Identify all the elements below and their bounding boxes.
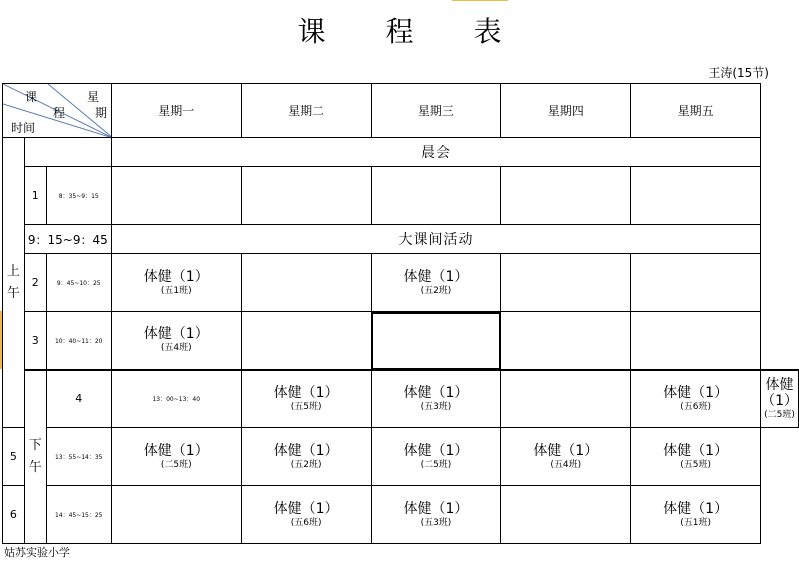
course-name: 体健（1） xyxy=(533,442,599,459)
big-break-activity[interactable]: 大课间活动 xyxy=(111,225,760,254)
cell-p5-wed[interactable] xyxy=(371,428,501,486)
period-row xyxy=(3,167,799,225)
day-header-tue[interactable]: 星期二 xyxy=(241,84,371,138)
big-break-time[interactable]: 9：15~9：45 xyxy=(24,225,111,254)
timetable xyxy=(2,83,799,544)
cell-p1-mon[interactable] xyxy=(111,167,241,225)
pm-label[interactable]: 下 午 xyxy=(24,370,46,544)
cell-p5-thu[interactable] xyxy=(501,428,631,486)
period-number[interactable]: 3 xyxy=(24,312,46,370)
cell-p1-tue[interactable] xyxy=(241,167,371,225)
period-time[interactable]: 13：55~14：35 xyxy=(46,428,111,486)
period-time[interactable]: 9：45~10：25 xyxy=(46,254,111,312)
class-name: (五5班) xyxy=(680,459,712,470)
cell-p6-fri[interactable] xyxy=(631,486,761,544)
course-name: 体健（1） xyxy=(143,326,209,343)
corner-xing: 星 xyxy=(87,90,100,104)
teacher-name: 王涛(15节) xyxy=(708,66,769,80)
period-row xyxy=(3,486,799,544)
cell-p3-wed-selected[interactable] xyxy=(371,312,501,370)
cell-p4-tue[interactable] xyxy=(371,370,501,428)
title-char: 程 xyxy=(385,15,414,48)
course-name: 体健（1） xyxy=(403,500,469,517)
period-time[interactable]: 13：00~13：40 xyxy=(111,370,241,428)
day-header-wed[interactable]: 星期三 xyxy=(371,84,501,138)
cell-p2-tue[interactable] xyxy=(241,254,371,312)
cell-p5-mon[interactable] xyxy=(111,428,241,486)
course-name: 体健（1） xyxy=(273,384,339,401)
cell-p1-fri[interactable] xyxy=(631,167,761,225)
page-title xyxy=(0,10,799,50)
class-name: (五4班) xyxy=(550,459,582,470)
class-name: (五2班) xyxy=(420,285,452,296)
corner-cell[interactable] xyxy=(3,84,112,138)
period-time[interactable]: 14：45~15：25 xyxy=(46,486,111,544)
cell-p5-tue[interactable] xyxy=(241,428,371,486)
day-header-fri[interactable]: 星期五 xyxy=(631,84,761,138)
corner-qi: 期 xyxy=(95,106,108,120)
period-number[interactable]: 6 xyxy=(3,486,25,544)
course-name: 体健（1） xyxy=(143,268,209,285)
cell-p3-tue[interactable] xyxy=(241,312,371,370)
cell-p2-fri[interactable] xyxy=(631,254,761,312)
period-time[interactable]: 8：35~9：15 xyxy=(46,167,111,225)
day-header-thu[interactable]: 星期四 xyxy=(501,84,631,138)
morning-assembly-row xyxy=(3,138,799,167)
period-row xyxy=(3,428,799,486)
cell-p6-thu[interactable] xyxy=(501,486,631,544)
class-name: (五4班) xyxy=(160,343,192,354)
course-name: 体健（1） xyxy=(273,442,339,459)
cell-p2-thu[interactable] xyxy=(501,254,631,312)
class-name: (五6班) xyxy=(680,401,712,412)
school-name: 姑苏实验小学 xyxy=(4,546,70,559)
period-row xyxy=(3,312,799,370)
cell-p6-mon[interactable] xyxy=(111,486,241,544)
morning-assembly[interactable]: 晨会 xyxy=(111,138,760,167)
course-name: 体健（1） xyxy=(143,442,209,459)
class-name: (二5班) xyxy=(420,459,452,470)
course-name: 体健（1） xyxy=(663,384,729,401)
cell-p3-mon[interactable] xyxy=(111,312,241,370)
course-name: 体健（1） xyxy=(403,442,469,459)
title-char: 课 xyxy=(297,15,326,48)
cell-p6-wed[interactable] xyxy=(371,486,501,544)
class-name: (五5班) xyxy=(290,401,322,412)
course-name: 体健（1） xyxy=(403,268,469,285)
am-label[interactable]: 上 午 xyxy=(3,138,25,428)
corner-cheng: 程 xyxy=(53,106,66,120)
assembly-time-cell[interactable] xyxy=(24,138,111,167)
corner-shijian: 时间 xyxy=(11,121,36,135)
course-name: 体健（1） xyxy=(663,442,729,459)
cell-p2-wed[interactable] xyxy=(371,254,501,312)
cell-p4-fri[interactable] xyxy=(761,370,799,428)
cell-p5-fri[interactable] xyxy=(631,428,761,486)
course-name: 体健（1） xyxy=(761,376,798,409)
day-header-mon[interactable]: 星期一 xyxy=(111,84,241,138)
period-number[interactable]: 1 xyxy=(24,167,46,225)
cell-p3-fri[interactable] xyxy=(631,312,761,370)
course-name: 体健（1） xyxy=(663,500,729,517)
period-number[interactable]: 4 xyxy=(46,370,111,428)
cell-p2-mon[interactable] xyxy=(111,254,241,312)
class-name: (五2班) xyxy=(290,459,322,470)
corner-ke: 课 xyxy=(25,90,38,104)
top-edge xyxy=(0,0,799,1)
cell-p1-wed[interactable] xyxy=(371,167,501,225)
big-break-row xyxy=(3,225,799,254)
class-name: (五1班) xyxy=(680,517,712,528)
period-row xyxy=(3,370,799,428)
cell-p4-mon[interactable] xyxy=(241,370,371,428)
period-number[interactable]: 2 xyxy=(24,254,46,312)
cell-p3-thu[interactable] xyxy=(501,312,631,370)
cell-p1-thu[interactable] xyxy=(501,167,631,225)
class-name: (五3班) xyxy=(420,517,452,528)
class-name: (五6班) xyxy=(290,517,322,528)
class-name: (五1班) xyxy=(160,285,192,296)
cell-p4-wed[interactable] xyxy=(501,370,631,428)
cell-p6-tue[interactable] xyxy=(241,486,371,544)
class-name: (五3班) xyxy=(420,401,452,412)
period-row xyxy=(3,254,799,312)
cell-p4-thu[interactable] xyxy=(631,370,761,428)
class-name: (二5班) xyxy=(160,459,192,470)
course-name: 体健（1） xyxy=(403,384,469,401)
title-char: 表 xyxy=(473,15,502,48)
period-time[interactable]: 10：40~11：20 xyxy=(46,312,111,370)
course-name: 体健（1） xyxy=(273,500,339,517)
class-name: (二5班) xyxy=(764,409,795,420)
period-number[interactable]: 5 xyxy=(3,428,25,486)
header-row xyxy=(3,84,799,138)
